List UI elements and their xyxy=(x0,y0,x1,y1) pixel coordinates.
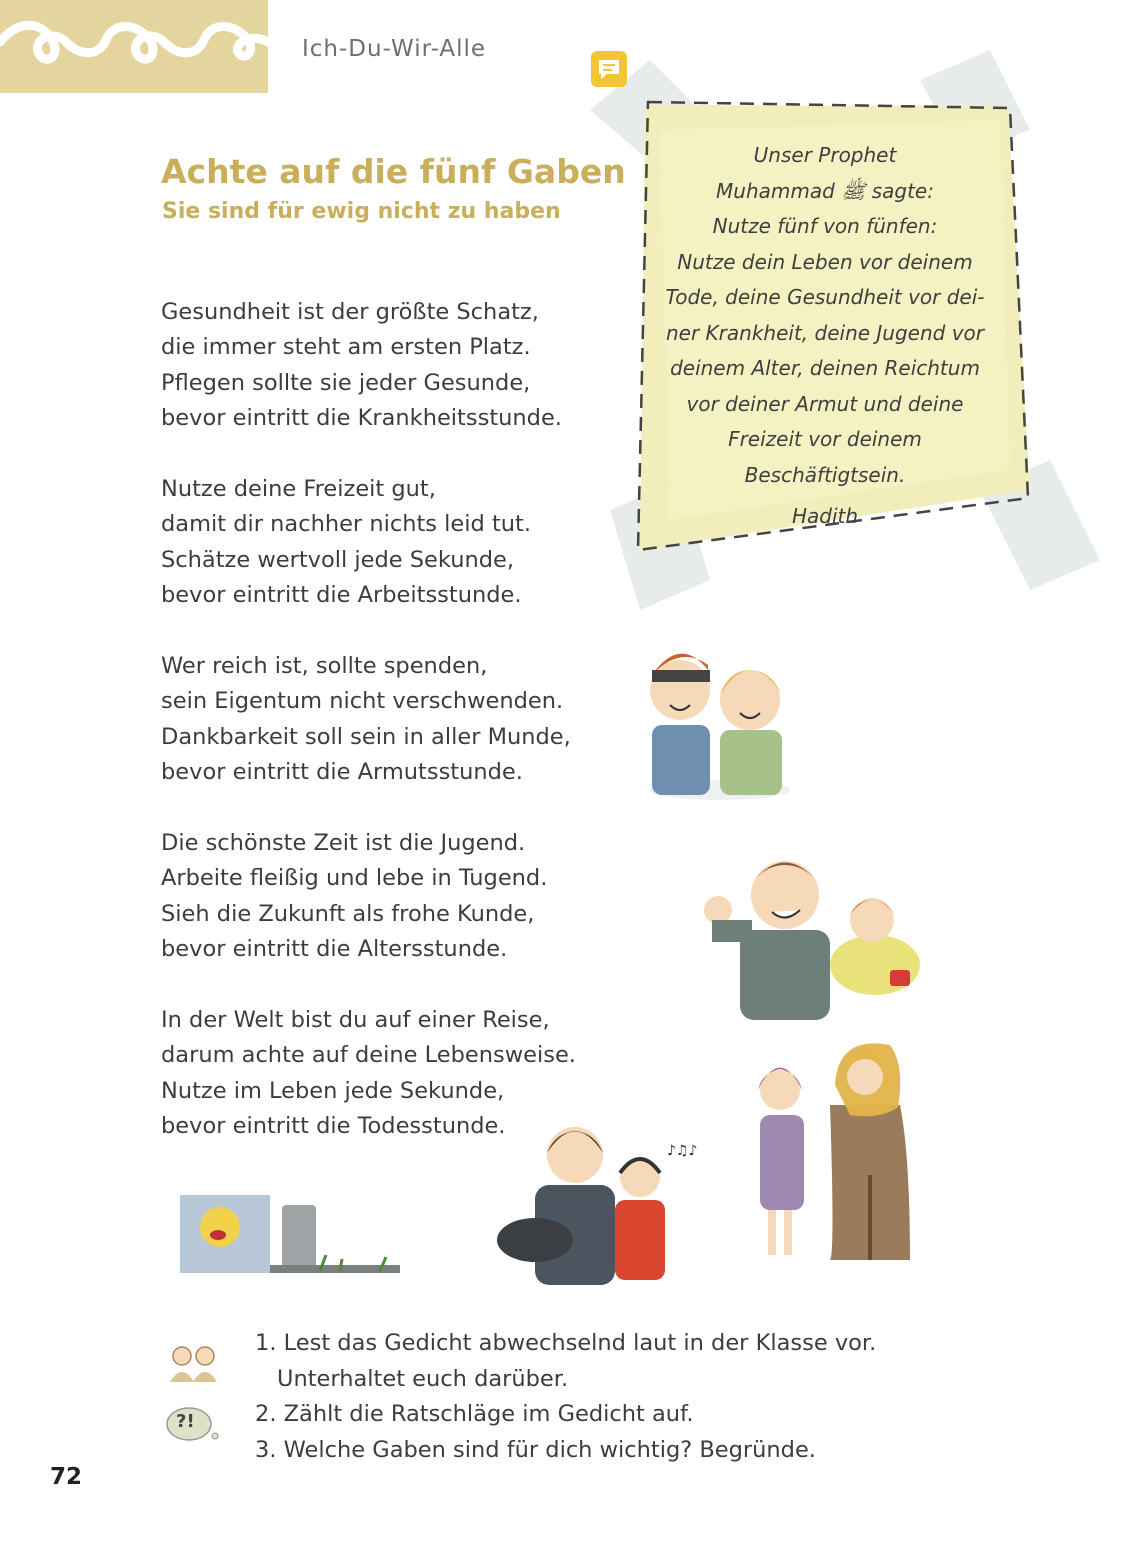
hadith-line: Freizeit vor deinem xyxy=(728,427,922,451)
poem-line: Nutze im Leben jede Sekunde, xyxy=(161,1077,505,1104)
task-item-continuation: Unterhaltet euch darüber. xyxy=(277,1365,569,1392)
poem-line: bevor eintritt die Krankheitsstunde. xyxy=(161,405,562,432)
poem-line: bevor eintritt die Armutsstunde. xyxy=(161,759,523,786)
page-number: 72 xyxy=(50,1464,83,1490)
hadith-line: ner Krankheit, deine Jugend vor xyxy=(666,320,984,345)
baby-and-gravestone-illustration xyxy=(170,1185,410,1285)
poem-line: Die schönste Zeit ist die Jugend. xyxy=(161,830,526,857)
page-title: Achte auf die fünf Gaben xyxy=(161,152,626,191)
hadith-note xyxy=(590,50,1110,630)
pair-work-icon xyxy=(165,1342,223,1384)
boy-flexing-illustration xyxy=(690,840,930,1020)
task-item: 3. Welche Gaben sind für dich wichtig? Begründe. xyxy=(255,1436,816,1463)
hadith-line: Muhammad ﷺ sagte: xyxy=(716,178,934,203)
poem-line: damit dir nachher nichts leid tut. xyxy=(161,511,532,538)
task-item: 2. Zählt die Ratschläge im Gedicht auf. xyxy=(255,1401,694,1427)
poem-line: Schätze wertvoll jede Sekunde, xyxy=(161,546,515,573)
boys-with-bag-illustration xyxy=(495,1115,725,1285)
hadith-line: deinem Alter, deinen Reichtum xyxy=(670,356,980,380)
task-list xyxy=(255,1326,876,1468)
poem xyxy=(161,295,631,1180)
comment-icon[interactable] xyxy=(590,50,628,88)
two-boys-illustration xyxy=(640,625,800,805)
poem-stanza xyxy=(161,826,631,968)
hadith-line: Tode, deine Gesundheit vor dei- xyxy=(665,285,985,309)
poem-line: bevor eintritt die Arbeitsstunde. xyxy=(161,582,522,609)
hadith-line: vor deiner Armut und deine xyxy=(686,391,964,416)
page-subtitle: Sie sind für ewig nicht zu haben xyxy=(162,199,561,224)
poem-line: Arbeite fleißig und lebe in Tugend. xyxy=(161,865,548,892)
think-icon xyxy=(165,1404,225,1444)
header-ornament-band xyxy=(0,0,268,93)
poem-line: Pflegen sollte sie jeder Gesunde, xyxy=(161,369,531,396)
hadith-line: Beschäftigtsein. xyxy=(744,462,906,487)
poem-stanza xyxy=(161,295,631,437)
hadith-text xyxy=(640,138,1010,535)
poem-line: bevor eintritt die Altersstunde. xyxy=(161,936,508,963)
task-item: 1. Lest das Gedicht abwechselnd laut in der Klasse vor. xyxy=(255,1330,877,1356)
poem-line: die immer steht am ersten Platz. xyxy=(161,334,531,361)
poem-line: Gesundheit ist der größte Schatz, xyxy=(161,299,539,325)
poem-line: bevor eintritt die Todesstunde. xyxy=(161,1113,506,1140)
poem-line: Wer reich ist, sollte spenden, xyxy=(161,653,488,680)
wave-ornament xyxy=(0,0,268,93)
poem-line: In der Welt bist du auf einer Reise, xyxy=(161,1007,550,1034)
hadith-line: Nutze fünf von fünfen: xyxy=(712,214,938,238)
girl-and-grandmother-illustration xyxy=(740,1035,920,1265)
hadith-line: Unser Prophet xyxy=(753,143,897,167)
hadith-line: Nutze dein Leben vor deinem xyxy=(677,249,973,274)
poem-line: darum achte auf deine Lebensweise. xyxy=(161,1042,576,1069)
think-bubble-shape xyxy=(165,1404,225,1444)
poem-line: Dankbarkeit soll sein in aller Munde, xyxy=(161,723,571,750)
poem-line: Nutze deine Freizeit gut, xyxy=(161,476,436,503)
chapter-title: Ich-Du-Wir-Alle xyxy=(302,36,487,62)
poem-line: Sieh die Zukunft als frohe Kunde, xyxy=(161,900,535,927)
svg-text:♪♫♪: ♪♫♪ xyxy=(667,1143,698,1159)
hadith-source: Hadith xyxy=(791,504,859,528)
poem-line: sein Eigentum nicht verschwenden. xyxy=(161,688,564,715)
poem-stanza xyxy=(161,472,631,614)
poem-stanza xyxy=(161,649,631,791)
think-icon-text: ?! xyxy=(176,1411,195,1432)
